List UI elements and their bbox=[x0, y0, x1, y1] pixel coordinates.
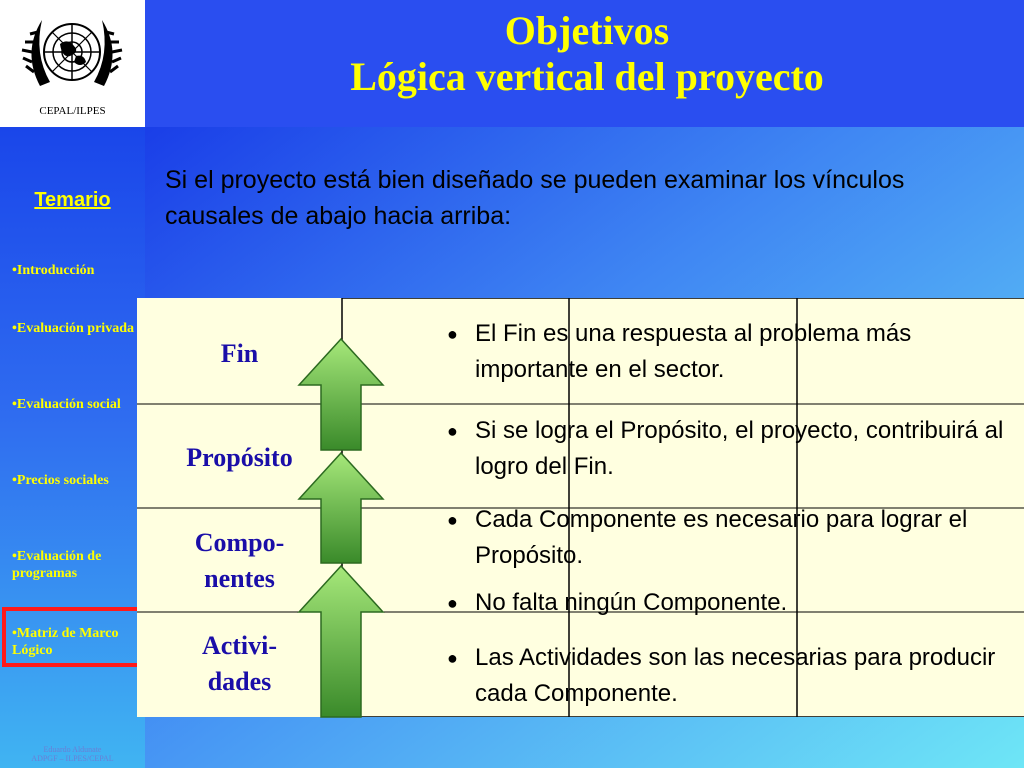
row-label-fin-text: Fin bbox=[220, 339, 259, 368]
bullet-componentes-2-text: No falta ningún Componente. bbox=[475, 589, 788, 616]
bullet-componentes-1 bbox=[447, 502, 1007, 574]
footer-credit-line-1: Eduardo Aldunate bbox=[43, 745, 102, 754]
bullet-componentes-1-text: Cada Componente es necesario para lograr el Propósito. bbox=[475, 506, 968, 569]
arrow-up-icon bbox=[299, 566, 383, 717]
row-label-actividades-line-1: Activi- bbox=[201, 631, 278, 660]
intro-text: Si el proyecto está bien diseñado se pueden examinar los vínculos causales de abajo hacia arriba: bbox=[165, 166, 905, 230]
bullet-dot-icon: ● bbox=[447, 593, 458, 613]
footer-credit-line-2: ADPGF – ILPES/CEPAL bbox=[31, 754, 114, 763]
sidebar-item-evaluacion-social[interactable]: •Evaluación social bbox=[12, 397, 121, 412]
arrows-layer bbox=[295, 335, 387, 720]
title-line-2: Lógica vertical del proyecto bbox=[350, 54, 824, 99]
sidebar-item-matriz-marco-logico[interactable]: •Matriz de Marco Lógico bbox=[12, 626, 119, 658]
arrow-up-icon bbox=[299, 453, 383, 563]
logo-caption: CEPAL/ILPES bbox=[39, 105, 106, 117]
arrow-up-icon bbox=[299, 339, 383, 450]
bullet-actividades bbox=[447, 640, 1007, 712]
bullet-proposito-text: Si se logra el Propósito, el proyecto, contribuirá al logro del Fin. bbox=[475, 417, 1004, 480]
logic-matrix bbox=[137, 298, 1024, 717]
logo-panel bbox=[0, 0, 145, 127]
bullet-dot-icon: ● bbox=[447, 421, 458, 441]
bullet-fin bbox=[447, 316, 1007, 388]
sidebar-item-evaluacion-programas[interactable]: •Evaluación de programas bbox=[12, 549, 102, 581]
bullet-actividades-text: Las Actividades son las necesarias para producir cada Componente. bbox=[475, 644, 996, 707]
row-label-componentes-line-2: nentes bbox=[204, 564, 275, 593]
row-label-proposito-text: Propósito bbox=[186, 443, 293, 472]
un-emblem-icon bbox=[10, 6, 134, 106]
slide-title bbox=[150, 8, 1024, 100]
bullet-proposito bbox=[447, 413, 1007, 485]
bullet-dot-icon: ● bbox=[447, 324, 458, 344]
bullet-dot-icon: ● bbox=[447, 510, 458, 530]
bullet-dot-icon: ● bbox=[447, 648, 458, 668]
sidebar-heading[interactable]: Temario bbox=[34, 189, 111, 211]
sidebar-item-precios-sociales[interactable]: •Precios sociales bbox=[12, 473, 109, 488]
title-line-1: Objetivos bbox=[504, 8, 670, 53]
sidebar-item-introduccion[interactable]: •Introducción bbox=[12, 263, 95, 278]
sidebar bbox=[0, 127, 145, 768]
row-label-actividades-line-2: dades bbox=[207, 667, 272, 696]
bullet-componentes-2 bbox=[447, 585, 1007, 621]
sidebar-item-evaluacion-privada[interactable]: •Evaluación privada bbox=[12, 321, 134, 336]
bullet-fin-text: El Fin es una respuesta al problema más importante en el sector. bbox=[475, 320, 912, 383]
footer-credit bbox=[0, 745, 145, 763]
row-label-componentes-line-1: Compo- bbox=[194, 528, 285, 557]
